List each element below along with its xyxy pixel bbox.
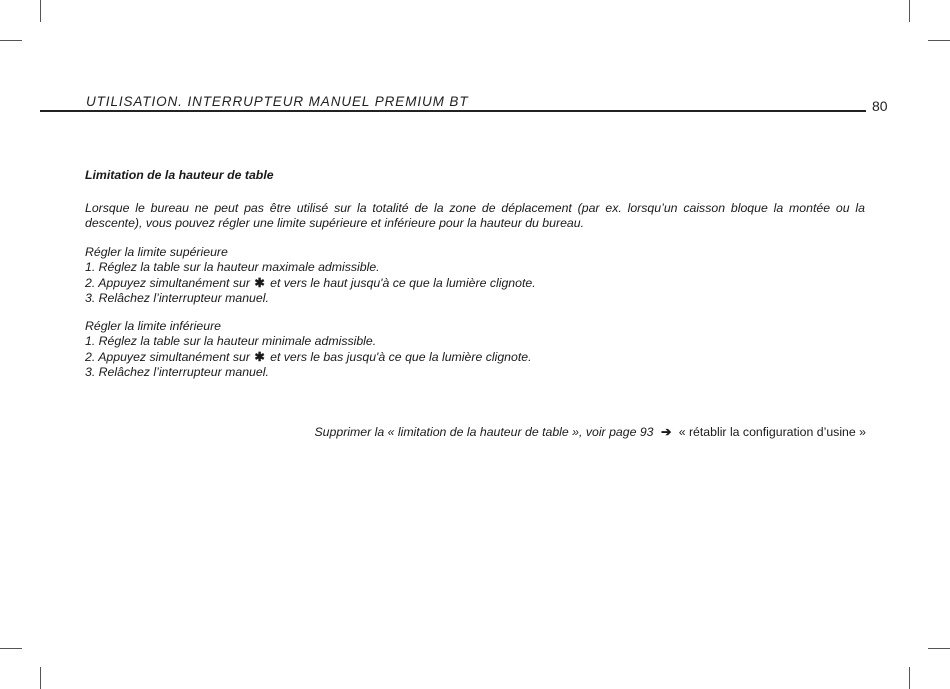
crop-mark [40, 667, 41, 689]
upper-limit-heading: Régler la limite supérieure [85, 244, 228, 259]
footer-note-text: Supprimer la « limitation de la hauteur de table », voir page 93 [314, 425, 654, 439]
crop-mark [0, 40, 22, 41]
footer-note-link[interactable]: « rétablir la configuration d’usine » [678, 425, 866, 439]
lower-step-2-post: et vers le bas jusqu'à ce que la lumière clignote. [270, 349, 532, 364]
upper-step-2-post: et vers le haut jusqu'à ce que la lumière clignote. [270, 275, 536, 290]
upper-step-2-pre: 2. Appuyez simultanément sur [85, 275, 250, 290]
upper-step-3: 3. Relâchez l’interrupteur manuel. [85, 291, 269, 305]
bluetooth-icon: ✱ [254, 349, 265, 364]
upper-step-2 [85, 276, 865, 292]
lower-step-3: 3. Relâchez l’interrupteur manuel. [85, 365, 269, 379]
page-number: 80 [872, 98, 888, 114]
header-divider [40, 110, 866, 112]
lower-step-2 [85, 350, 865, 366]
lower-limit-heading: Régler la limite inférieure [85, 318, 222, 333]
crop-mark [0, 648, 22, 649]
lower-step-2-pre: 2. Appuyez simultanément sur [85, 349, 250, 364]
crop-mark [909, 667, 910, 689]
main-content [85, 168, 865, 393]
arrow-right-icon: ➔ [660, 425, 672, 439]
page-header-title: UTILISATION. INTERRUPTEUR MANUEL PREMIUM BT [86, 94, 469, 109]
upper-step-1: 1. Réglez la table sur la hauteur maximale admissible. [85, 260, 380, 274]
upper-limit-block [85, 245, 865, 307]
lower-step-1: 1. Réglez la table sur la hauteur minimale admissible. [85, 334, 377, 348]
footer-note [244, 425, 866, 439]
crop-mark [928, 648, 950, 649]
section-title: Limitation de la hauteur de table [85, 168, 274, 182]
lower-limit-block [85, 319, 865, 381]
bluetooth-icon: ✱ [254, 275, 265, 290]
crop-mark [40, 0, 41, 22]
crop-mark [909, 0, 910, 22]
intro-paragraph: Lorsque le bureau ne peut pas être utilisé sur la totalité de la zone de déplacement (par ex. lorsqu’un caisson bloque la montée ou la descente), vous pouvez régler une limite supérieure et inférieure pour la hauteur du bureau. [85, 200, 865, 230]
crop-mark [928, 40, 950, 41]
